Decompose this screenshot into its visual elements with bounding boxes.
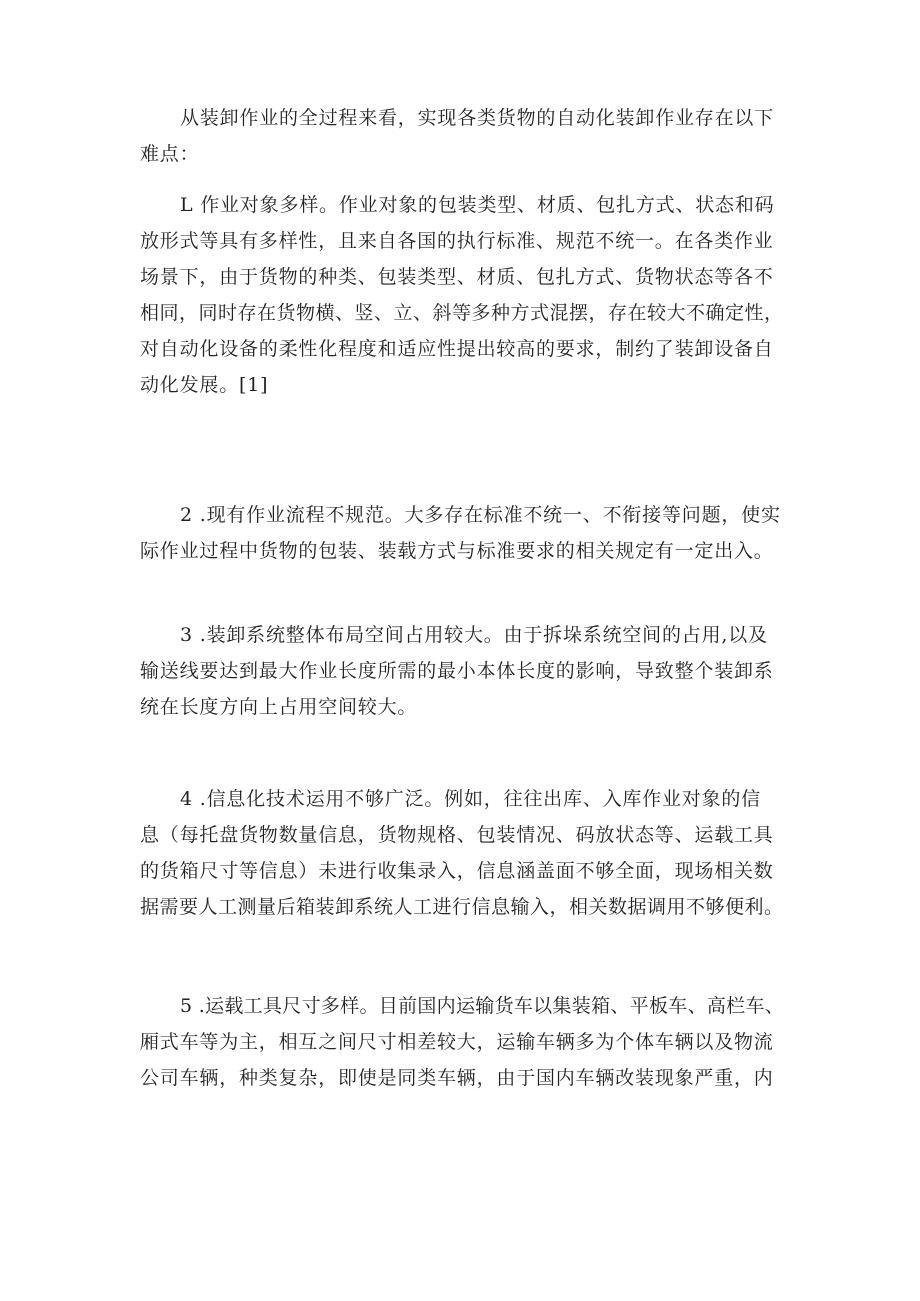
text-line: 从装卸作业的全过程来看，实现各类货物的自动化装卸作业存在以下 [180, 107, 775, 129]
text-line: 息（每托盘货物数量信息，货物规格、包装情况、码放状态等、运载工具 [140, 824, 774, 846]
text-line: 的货箱尺寸等信息）未进行收集录入，信息涵盖面不够全面，现场相关数 [140, 860, 774, 882]
paragraph-item-4 [140, 781, 786, 925]
text-line: 统在长度方向上占用空间较大。 [140, 696, 418, 718]
text-line: 放形式等具有多样性，且来自各国的执行标准、规范不统一。在各类作业 [140, 230, 774, 252]
text-line: 动化发展。[1] [140, 374, 269, 396]
text-line: 相同，同时存在货物横、竖、立、斜等多种方式混摆，存在较大不确定性， [140, 302, 784, 324]
text-line: 据需要人工测量后箱装卸系统人工进行信息输入，相关数据调用不够便利。 [140, 896, 784, 918]
text-line: 场景下，由于货物的种类、包装类型、材质、包扎方式、货物状态等各不 [140, 266, 774, 288]
text-line: 4 .信息化技术运用不够广泛。例如，往往出库、入库作业对象的信 [180, 788, 761, 810]
text-line: 输送线要达到最大作业长度所需的最小本体长度的影响，导致整个装卸系 [140, 660, 774, 682]
paragraph-item-1 [140, 187, 786, 403]
text-line: 2 .现有作业流程不规范。大多存在标准不统一、不衔接等问题，使实 [180, 504, 781, 526]
text-line: L 作业对象多样。作业对象的包装类型、材质、包扎方式、状态和码 [180, 194, 775, 216]
text-line: 厢式车等为主，相互之间尺寸相差较大，运输车辆多为个体车辆以及物流 [140, 1031, 774, 1053]
text-line: 对自动化设备的柔性化程度和适应性提出较高的要求，制约了装卸设备自 [140, 338, 774, 360]
text-line: 3 .装卸系统整体布局空间占用较大。由于拆垛系统空间的占用,以及 [180, 624, 768, 646]
text-line: 际作业过程中货物的包装、装载方式与标准要求的相关规定有一定出入。 [140, 540, 774, 562]
paragraph-item-2 [140, 497, 786, 569]
text-line: 公司车辆，种类复杂，即使是同类车辆，由于国内车辆改装现象严重，内 [140, 1067, 774, 1089]
paragraph-item-5 [140, 988, 786, 1096]
paragraph-item-3 [140, 617, 786, 725]
text-line: 难点： [140, 143, 200, 165]
text-line: 5 .运载工具尺寸多样。目前国内运输货车以集装箱、平板车、高栏车、 [180, 995, 785, 1017]
paragraph-intro [140, 100, 786, 172]
